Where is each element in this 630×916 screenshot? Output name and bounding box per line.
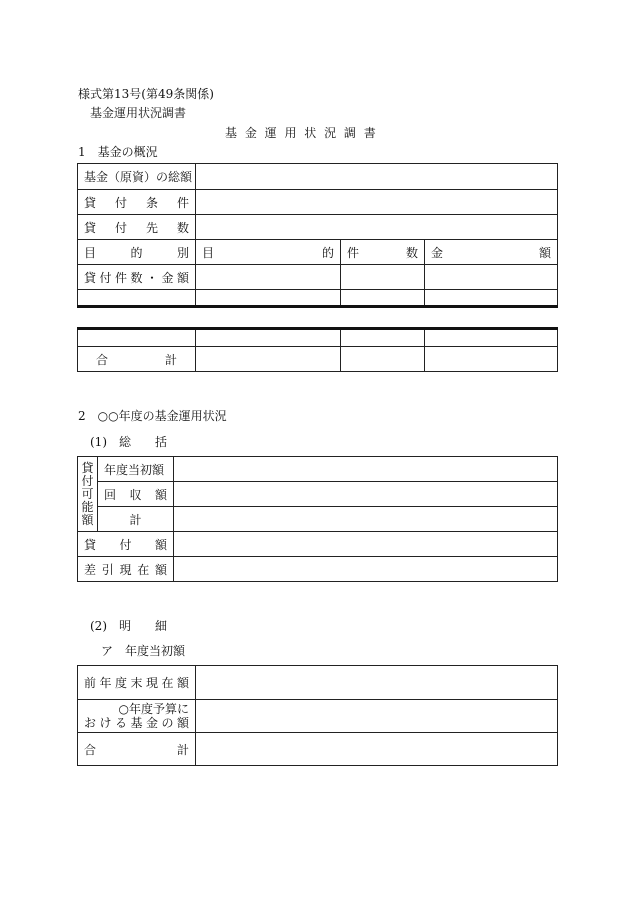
initial-amount-label: 年度当初額 xyxy=(98,457,174,482)
fund-overview-table xyxy=(77,163,558,308)
purpose-breakdown-label: 目 的 別 xyxy=(78,240,196,265)
subtotal-label: 計 xyxy=(98,507,174,532)
collected-amount-value xyxy=(174,482,558,507)
count-cell xyxy=(341,290,425,307)
fund-total-label: 基金（原資）の総額 xyxy=(78,164,196,190)
document-title: 基 金 運 用 状 況 調 書 xyxy=(225,126,378,140)
continuation-row-blank xyxy=(78,329,196,347)
detail-total-label: 合 計 xyxy=(78,733,196,766)
balance-amount-label: 差引現在額 xyxy=(78,557,174,582)
detail-heading: (2) 明 細 xyxy=(90,619,167,633)
purpose-row-blank xyxy=(78,290,196,307)
form-number: 様式第13号(第49条関係) xyxy=(78,87,214,101)
fund-overview-continuation-table xyxy=(77,327,558,372)
budget-fund-label-line1: ○年度予算に xyxy=(118,702,189,716)
loan-terms-label: 貸 付 条 件 xyxy=(78,190,196,215)
summary-heading: (1) 総 括 xyxy=(90,435,167,449)
amount-column-header: 金 額 xyxy=(425,240,558,265)
initial-amount-value xyxy=(174,457,558,482)
amount-cell xyxy=(425,290,558,307)
loan-count-amount-label: 貸付件数・金額 xyxy=(78,265,196,290)
count-cell xyxy=(341,265,425,290)
purpose-cell xyxy=(196,329,341,347)
collected-amount-label: 回 収 額 xyxy=(98,482,174,507)
amount-cell xyxy=(425,265,558,290)
document-subtitle: 基金運用状況調書 xyxy=(90,106,187,120)
loanable-amount-group-label: 貸 付 可 能 額 xyxy=(78,457,98,532)
purpose-column-header: 目 的 xyxy=(196,240,341,265)
subtotal-value xyxy=(174,507,558,532)
loan-terms-value xyxy=(196,190,558,215)
total-row-label: 合 計 xyxy=(78,347,196,372)
section1-heading: 1 基金の概況 xyxy=(78,145,158,159)
detail-table xyxy=(77,665,558,766)
count-column-header: 件 数 xyxy=(341,240,425,265)
purpose-cell xyxy=(196,290,341,307)
total-purpose-cell xyxy=(196,347,341,372)
total-amount-cell xyxy=(425,347,558,372)
fund-total-value xyxy=(196,164,558,190)
loan-targets-value xyxy=(196,215,558,240)
detail-total-value xyxy=(196,733,558,766)
balance-amount-value xyxy=(174,557,558,582)
budget-fund-label xyxy=(78,700,196,733)
summary-table xyxy=(77,456,558,582)
total-count-cell xyxy=(341,347,425,372)
loan-targets-label: 貸 付 先 数 xyxy=(78,215,196,240)
loaned-amount-label: 貸 付 額 xyxy=(78,532,174,557)
budget-fund-label-line2: おける基金の額 xyxy=(84,716,189,730)
detail-subheading: ア 年度当初額 xyxy=(101,644,186,658)
prev-year-end-label: 前年度末現在額 xyxy=(78,666,196,700)
loaned-amount-value xyxy=(174,532,558,557)
amount-cell xyxy=(425,329,558,347)
purpose-cell xyxy=(196,265,341,290)
section2-heading: 2 ○○年度の基金運用状況 xyxy=(78,409,227,423)
prev-year-end-value xyxy=(196,666,558,700)
count-cell xyxy=(341,329,425,347)
budget-fund-value xyxy=(196,700,558,733)
